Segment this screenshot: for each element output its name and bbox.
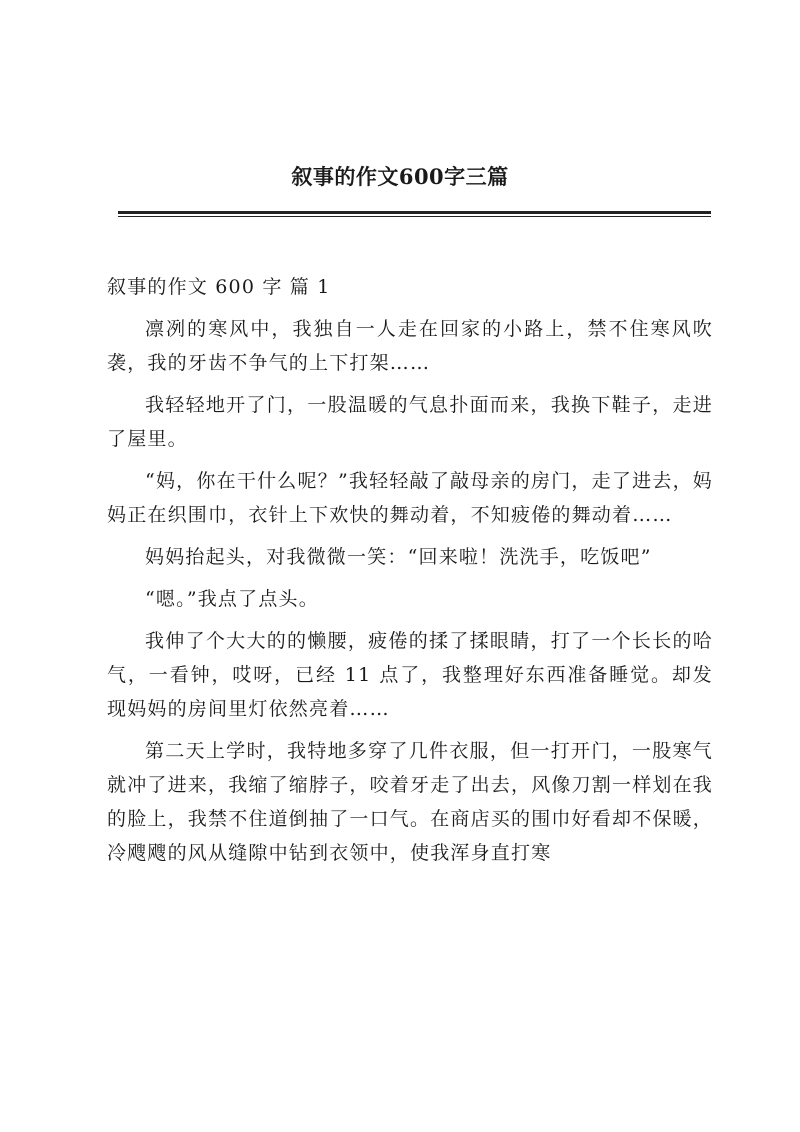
title-rule-thick [118,211,711,214]
paragraph-3: “妈，你在干什么呢？”我轻轻敲了敲母亲的房门，走了进去，妈妈正在织围巾，衣针上下欢快的舞动着，不知疲倦的舞动着…… [107,470,713,526]
paragraph-7: 第二天上学时，我特地多穿了几件衣服，但一打开门，一股寒气就冲了进来，我缩了缩脖子，咬着牙走了出去，风像刀割一样划在我的脸上，我禁不住道倒抽了一口气。在商店买的围巾好看却不保暖，冷飕飕的风从缝隙中钻到衣领中，使我浑身直打寒 [107,740,714,864]
paragraph-5: “嗯。”我点了点头。 [145,588,319,610]
section-heading: 叙事的作文 600 字 篇 1 [107,276,331,298]
paragraph-6: 我伸了个大大的的懒腰，疲倦的揉了揉眼睛，打了一个长长的哈气，一看钟，哎呀，已经 11 点了，我整理好东西准备睡觉。却发现妈妈的房间里灯依然亮着…… [107,630,713,720]
document-title: 叙事的作文600字三篇 [291,164,509,189]
paragraph-1: 凛冽的寒风中，我独自一人走在回家的小路上，禁不住寒风吹袭，我的牙齿不争气的上下打架…… [107,318,713,374]
title-rule-thin [118,216,711,217]
paragraph-4: 妈妈抬起头，对我微微一笑：“回来啦！洗洗手，吃饭吧” [145,546,652,568]
paragraph-2: 我轻轻地开了门，一股温暖的气息扑面而来，我换下鞋子，走进了屋里。 [107,394,713,450]
document-body [107,270,713,878]
